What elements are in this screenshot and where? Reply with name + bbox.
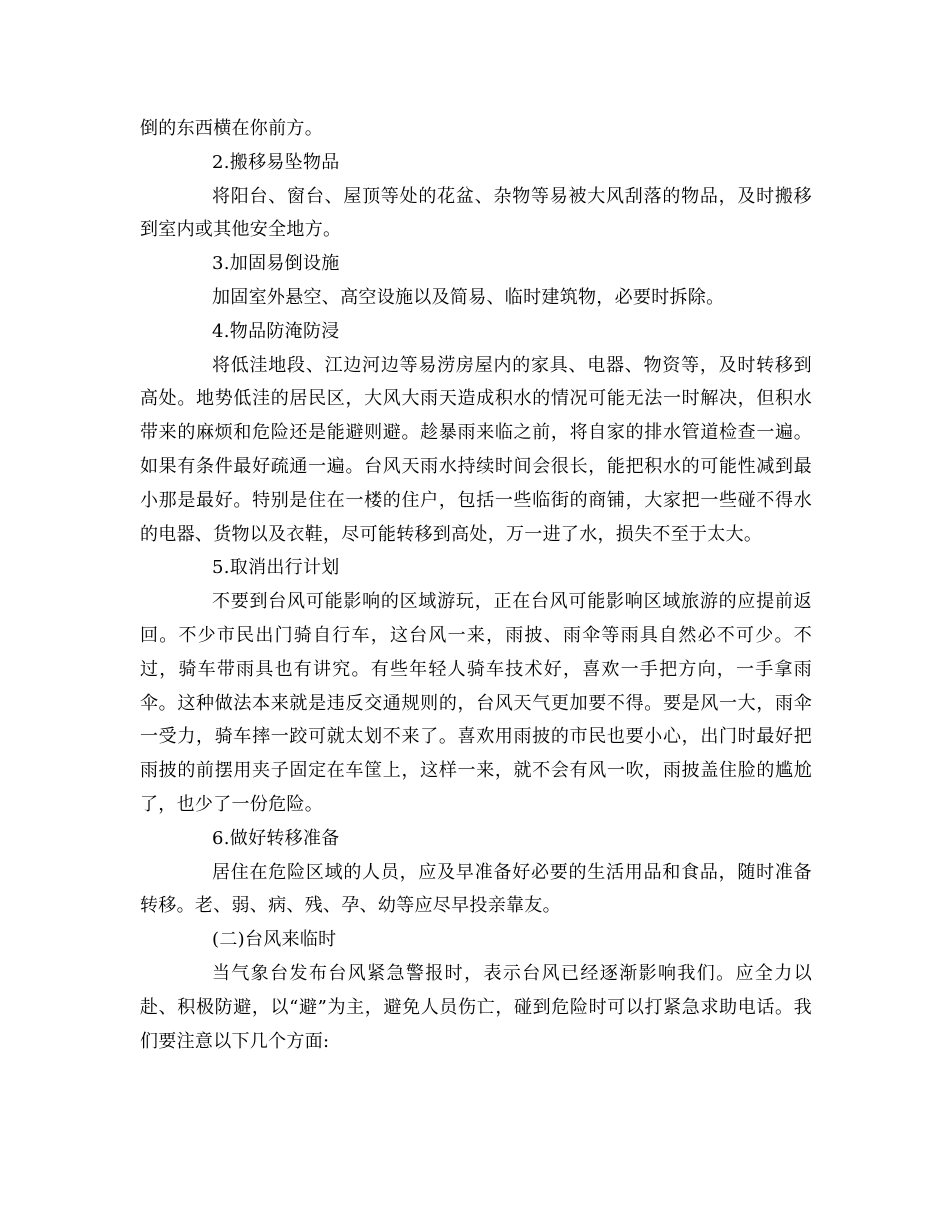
body-paragraph-6: 居住在危险区域的人员，应及早准备好必要的生活用品和食品，随时准备转移。老、弱、病、残、孕、幼等应尽早投亲靠友。 bbox=[140, 861, 812, 917]
body-paragraph-7: 当气象台发布台风紧急警报时，表示台风已经逐渐影响我们。应全力以赴、积极防避，以“避”为主，避免人员伤亡，碰到危险时可以打紧急求助电话。我们要注意以下几个方面: bbox=[140, 962, 812, 1052]
section-heading-5: 5.取消出行计划 bbox=[212, 557, 340, 579]
document-body bbox=[140, 112, 812, 1058]
body-paragraph-2: 将阳台、窗台、屋顶等处的花盆、杂物等易被大风刮落的物品，及时搬移到室内或其他安全地方。 bbox=[140, 185, 812, 241]
section-heading-2: 2.搬移易坠物品 bbox=[212, 151, 340, 173]
section-heading-3: 3.加固易倒设施 bbox=[212, 253, 340, 275]
section-heading-typhoon-arrival: (二)台风来临时 bbox=[212, 929, 337, 951]
body-paragraph-4: 将低洼地段、江边河边等易涝房屋内的家具、电器、物资等，及时转移到高处。地势低洼的居民区，大风大雨天造成积水的情况可能无法一时解决，但积水带来的麻烦和危险还是能避则避。趁暴雨来临之前，将自家的排水管道检查一遍。如果有条件最好疏通一遍。台风天雨水持续时间会很长，能把积水的可能性减到最小那是最好。特别是住在一楼的住户，包括一些临街的商铺，大家把一些碰不得水的电器、货物以及衣鞋，尽可能转移到高处，万一进了水，损失不至于太大。 bbox=[140, 354, 812, 545]
body-paragraph-5: 不要到台风可能影响的区域游玩，正在台风可能影响区域旅游的应提前返回。不少市民出门骑自行车，这台风一来，雨披、雨伞等雨具自然必不可少。不过，骑车带雨具也有讲究。有些年轻人骑车技术好，喜欢一手把方向，一手拿雨伞。这种做法本来就是违反交通规则的，台风天气更加要不得。要是风一大，雨伞一受力，骑车摔一跤可就太划不来了。喜欢用雨披的市民也要小心，出门时最好把雨披的前摆用夹子固定在车筐上，这样一来，就不会有风一吹，雨披盖住脸的尴尬了，也少了一份危险。 bbox=[140, 591, 812, 815]
section-heading-6: 6.做好转移准备 bbox=[212, 827, 340, 849]
section-heading-4: 4.物品防淹防浸 bbox=[212, 320, 340, 342]
body-paragraph-1: 倒的东西横在你前方。 bbox=[140, 118, 323, 139]
body-paragraph-3: 加固室外悬空、高空设施以及简易、临时建筑物，必要时拆除。 bbox=[212, 286, 725, 308]
